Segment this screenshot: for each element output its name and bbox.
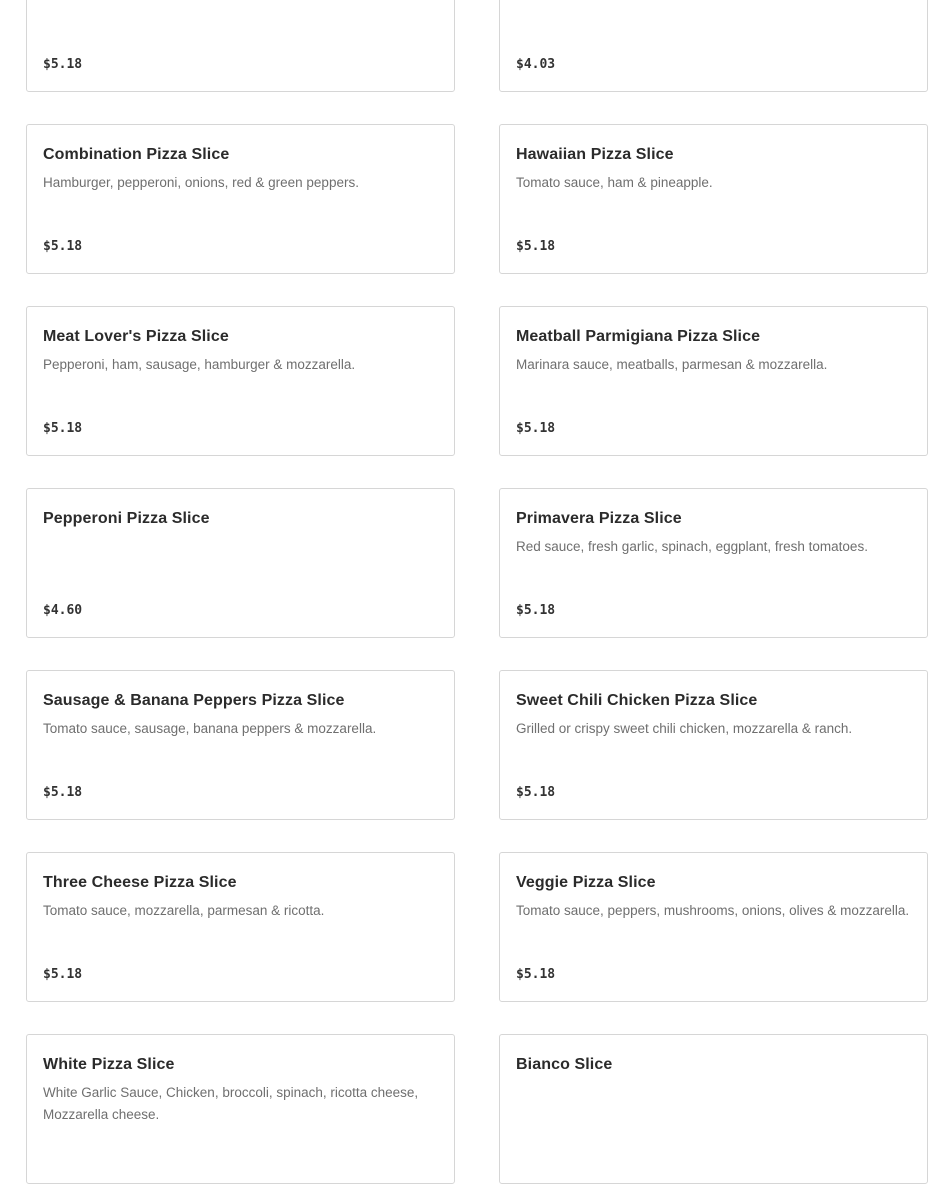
- item-description: Red sauce, fresh garlic, spinach, eggplant, fresh tomatoes.: [516, 539, 868, 554]
- item-name: Hawaiian Pizza Slice: [516, 146, 674, 163]
- menu-grid: [26, 0, 928, 1184]
- item-name: Sausage & Banana Peppers Pizza Slice: [43, 692, 345, 709]
- item-description: Grilled or crispy sweet chili chicken, mozzarella & ranch.: [516, 721, 853, 736]
- item-price: $5.18: [43, 239, 83, 254]
- item-name: Meat Lover's Pizza Slice: [43, 328, 229, 345]
- menu-item-card[interactable]: [499, 670, 928, 820]
- item-price: $5.18: [43, 785, 83, 800]
- item-name: Primavera Pizza Slice: [516, 510, 682, 527]
- item-price: $5.18: [516, 967, 556, 982]
- menu-item-card[interactable]: [499, 124, 928, 274]
- item-description: Tomato sauce, ham & pineapple.: [516, 175, 713, 190]
- item-name: Three Cheese Pizza Slice: [43, 874, 237, 891]
- item-price: $5.18: [516, 603, 556, 618]
- item-price: $5.18: [43, 421, 83, 436]
- menu-item-card[interactable]: [499, 488, 928, 638]
- item-description: Tomato sauce, peppers, mushrooms, onions, olives & mozzarella.: [516, 903, 910, 918]
- menu-item-card[interactable]: [499, 1034, 928, 1184]
- menu-item-card[interactable]: [26, 1034, 455, 1184]
- menu-item-card[interactable]: [26, 306, 455, 456]
- item-price: $5.18: [43, 967, 83, 982]
- item-price: $5.18: [516, 421, 556, 436]
- item-price: $4.60: [43, 603, 83, 618]
- item-name: White Pizza Slice: [43, 1056, 175, 1073]
- item-name: Sweet Chili Chicken Pizza Slice: [516, 692, 758, 709]
- menu-item-card[interactable]: [499, 852, 928, 1002]
- item-price: $5.18: [516, 785, 556, 800]
- item-description: Hamburger, pepperoni, onions, red & green peppers.: [43, 175, 359, 190]
- item-description: White Garlic Sauce, Chicken, broccoli, spinach, ricotta cheese, Mozzarella cheese.: [43, 1085, 419, 1122]
- item-name: Combination Pizza Slice: [43, 146, 230, 163]
- item-price: $5.18: [516, 239, 556, 254]
- menu-item-card[interactable]: [499, 0, 928, 92]
- item-name: Meatball Parmigiana Pizza Slice: [516, 328, 761, 345]
- item-description: Marinara sauce, meatballs, parmesan & mozzarella.: [516, 357, 828, 372]
- item-name: Pepperoni Pizza Slice: [43, 510, 210, 527]
- item-price: $5.18: [43, 57, 83, 72]
- item-price: $4.03: [516, 57, 556, 72]
- menu-item-card[interactable]: [26, 124, 455, 274]
- menu-item-card[interactable]: [26, 670, 455, 820]
- item-name: Veggie Pizza Slice: [516, 874, 656, 891]
- item-description: Pepperoni, ham, sausage, hamburger & mozzarella.: [43, 357, 356, 372]
- item-description: Tomato sauce, sausage, banana peppers & mozzarella.: [43, 721, 377, 736]
- menu-item-card[interactable]: [26, 0, 455, 92]
- menu-item-card[interactable]: [499, 306, 928, 456]
- menu-item-card[interactable]: [26, 488, 455, 638]
- item-description: Tomato sauce, mozzarella, parmesan & ricotta.: [43, 903, 325, 918]
- item-name: Bianco Slice: [516, 1056, 613, 1073]
- menu-item-card[interactable]: [26, 852, 455, 1002]
